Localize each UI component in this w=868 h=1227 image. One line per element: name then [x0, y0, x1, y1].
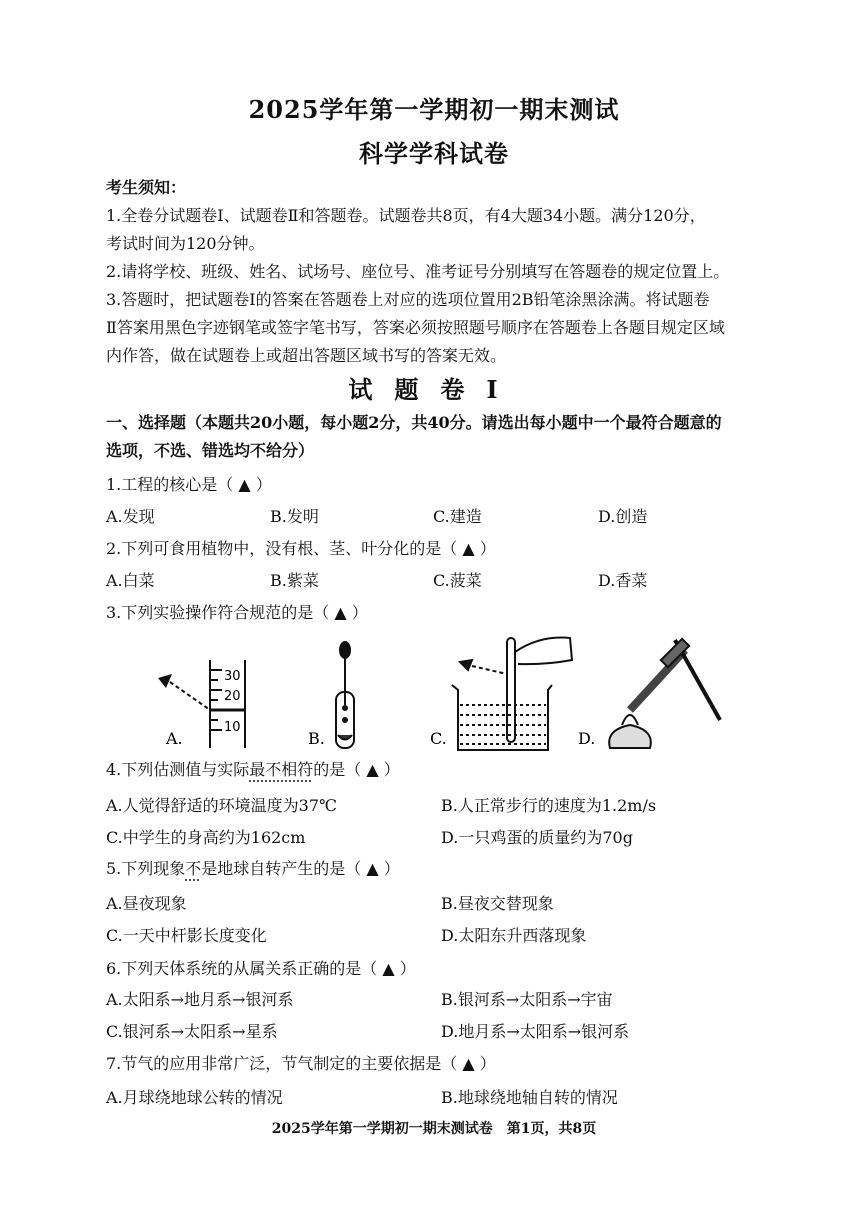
option-b: B.地球绕地轴自转的情况	[441, 1088, 618, 1107]
figure-label-d: D.	[578, 729, 596, 748]
figure-c-beaker	[452, 638, 572, 750]
section-heading	[106, 410, 722, 433]
option-c: C.银河系→太阳系→星系	[106, 1022, 278, 1041]
question-stem	[106, 856, 400, 879]
page-footer: 2025学年第一学期初一期末测试卷 第1页，共8页	[271, 1121, 597, 1137]
option-b: B.昼夜交替现象	[441, 894, 554, 913]
option-d: D.一只鸡蛋的质量约为70g	[441, 828, 633, 847]
stem-post: 是地球自转产生的是（ ▲ ）	[201, 859, 400, 878]
option-c: C.菠菜	[433, 571, 482, 590]
option-c: C.一天中杆影长度变化	[106, 926, 267, 945]
notice-line: 1.全卷分试题卷Ⅰ、试题卷Ⅱ和答题卷。试题卷共8页，有4大题34小题。满分120分，	[106, 206, 706, 225]
option-c: C.建造	[433, 507, 482, 526]
question-stem	[106, 757, 400, 780]
option-d: D.地月系→太阳系→银河系	[441, 1022, 630, 1041]
option-a: A.白菜	[106, 571, 155, 590]
notice-line: 2.请将学校、班级、姓名、试场号、座位号、准考证号分别填写在答题卷的规定位置上。	[106, 262, 730, 281]
figure-label-c: C.	[430, 729, 447, 748]
scale-tick-20: 20	[224, 689, 241, 704]
lab-operations-figure	[100, 630, 760, 755]
option-a: A.发现	[106, 507, 155, 526]
section-heading-line2: 选项，不选、错选均不给分）	[106, 441, 315, 460]
figure-label-a: A.	[166, 729, 183, 748]
question-stem: 2.下列可食用植物中，没有根、茎、叶分化的是（ ▲ ）	[106, 539, 496, 558]
option-b: B.银河系→太阳系→宇宙	[441, 990, 613, 1009]
notice-line: 考试时间为120分钟。	[106, 234, 265, 253]
option-a: A.昼夜现象	[106, 894, 187, 913]
option-d: D.创造	[598, 507, 648, 526]
eye-icon	[158, 674, 210, 710]
option-d: D.太阳东升西落现象	[441, 926, 587, 945]
notice-line: 内作答，做在试题卷上或超出答题区域书写的答案无效。	[106, 346, 507, 365]
exam-title: 2025学年第一学期初一期末测试	[248, 95, 620, 124]
section-heading-text: （本题共20小题，每小题2分，共40分。请选出每小题中一个最符合题意的	[186, 413, 722, 432]
figure-label-b: B.	[308, 729, 325, 748]
option-a: A.太阳系→地月系→银河系	[106, 990, 294, 1009]
notice-line: Ⅱ答案用黑色字迹钢笔或签字笔书写，答案必须按照题号顺序在答题卷上各题目规定区域	[106, 318, 725, 337]
stem-emphasis: 最不相符	[249, 760, 314, 779]
scale-tick-30: 30	[224, 669, 241, 684]
option-b: B.紫菜	[270, 571, 319, 590]
section-heading-label: 一、选择题	[106, 413, 187, 432]
notice-heading: 考生须知：	[106, 178, 187, 197]
option-a: A.人觉得舒适的环境温度为37℃	[106, 796, 337, 815]
scale-tick-10: 10	[224, 720, 241, 735]
option-a: A.月球绕地球公转的情况	[106, 1088, 283, 1107]
notice-line: 3.答题时，把试题卷Ⅰ的答案在答题卷上对应的选项位置用2B铅笔涂黑涂满。将试题卷	[106, 290, 710, 309]
figure-b-dropper	[336, 642, 354, 748]
stem-pre: 5.下列现象	[106, 859, 186, 878]
exam-subtitle: 科学学科试卷	[359, 139, 509, 168]
option-d: D.香菜	[598, 571, 648, 590]
question-stem: 6.下列天体系统的从属关系正确的是（ ▲ ）	[106, 959, 416, 978]
question-stem: 3.下列实验操作符合规范的是（ ▲ ）	[106, 603, 368, 622]
section-title: 试题卷Ⅰ	[348, 375, 520, 404]
stem-pre: 4.下列估测值与实际	[106, 760, 250, 779]
stem-emphasis: 不	[185, 859, 202, 878]
figure-d-heating	[609, 639, 720, 748]
question-stem: 7.节气的应用非常广泛，节气制定的主要依据是（ ▲ ）	[106, 1054, 496, 1073]
stem-post: 的是（ ▲ ）	[313, 760, 400, 779]
question-stem: 1.工程的核心是（ ▲ ）	[106, 475, 272, 494]
option-b: B.发明	[270, 507, 319, 526]
option-b: B.人正常步行的速度为1.2m/s	[441, 796, 657, 815]
option-c: C.中学生的身高约为162cm	[106, 828, 306, 847]
